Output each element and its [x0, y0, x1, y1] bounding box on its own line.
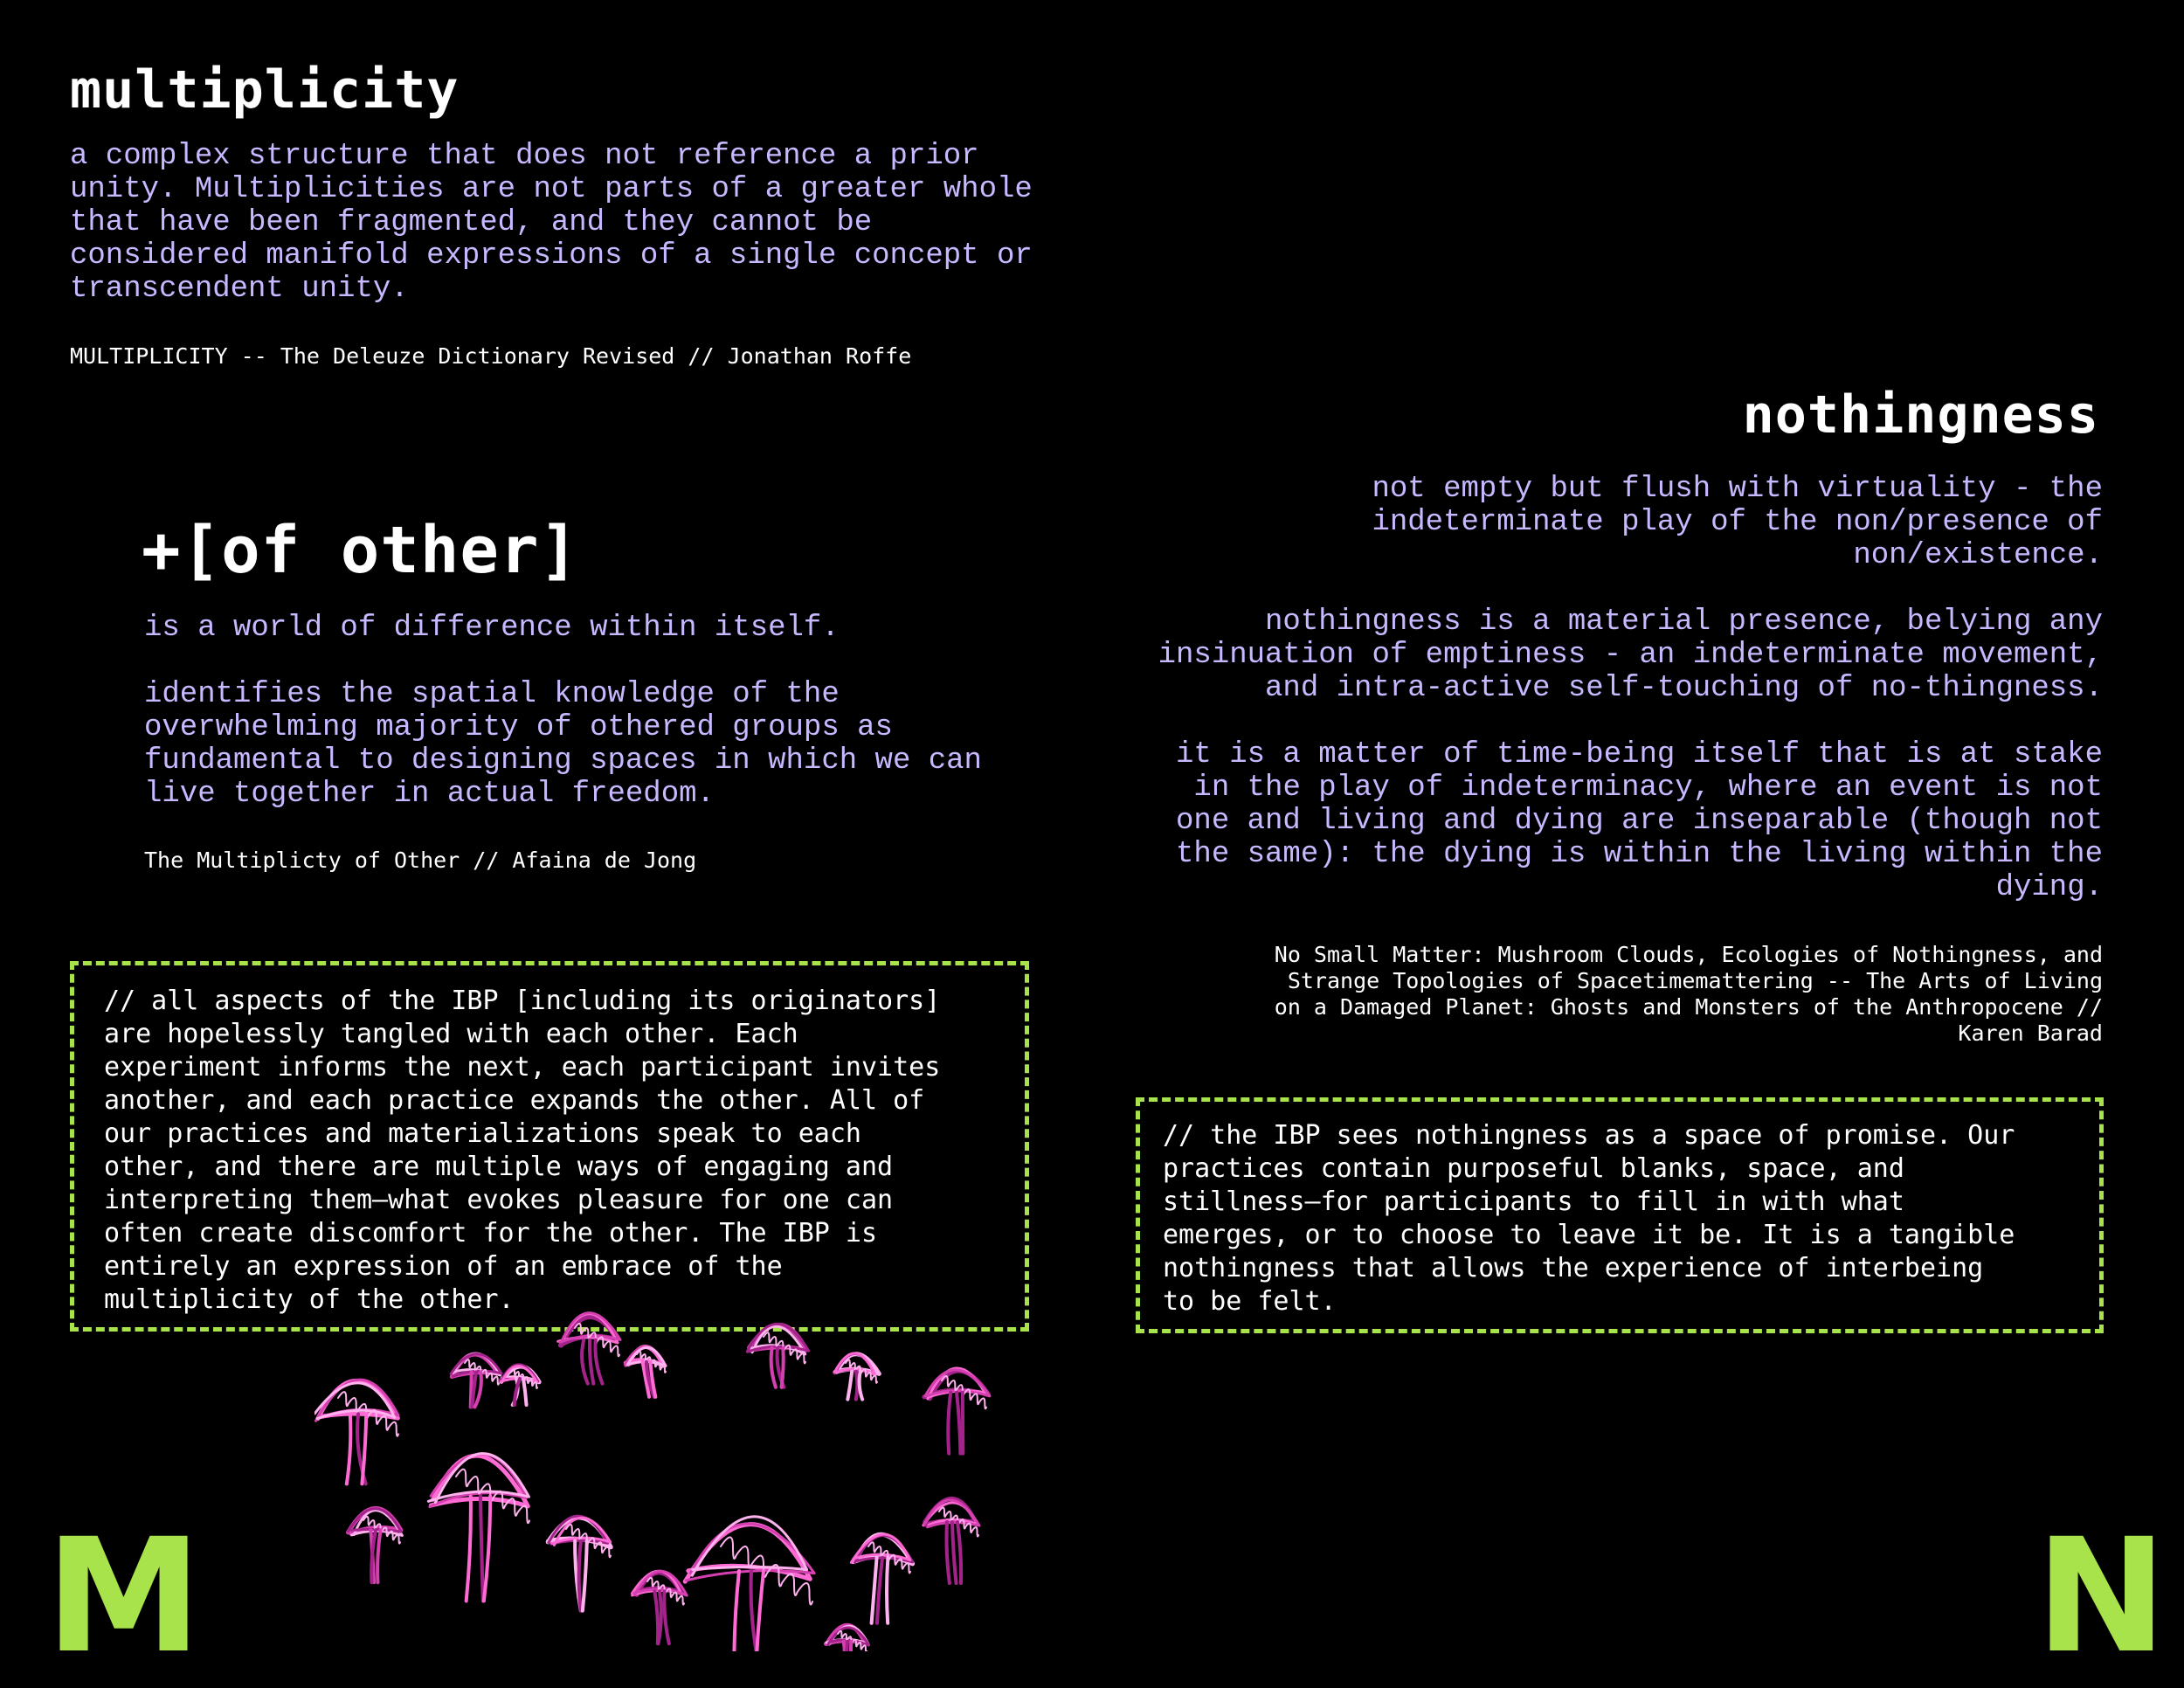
mushroom	[834, 1353, 879, 1400]
mushroom	[685, 1517, 814, 1651]
mushroom	[349, 1508, 403, 1582]
multiplicity-citation: MULTIPLICITY -- The Deleuze Dictionary Revised // Jonathan Roffe	[70, 343, 912, 369]
of-other-paragraph-2: identifies the spatial knowledge of the overwhelming majority of othered groups as fundamental to designing spaces in which we can live together in actual freedom.	[144, 678, 982, 811]
of-other-heading: +[of other]	[142, 513, 580, 588]
nothingness-paragraph-2: nothingness is a material presence, belying any insinuation of emptiness - an indeterminate movement, and intra-active self-touching of no-thingness.	[1158, 605, 2103, 705]
nothingness-callout	[1136, 1097, 2104, 1333]
nothingness-citation: No Small Matter: Mushroom Clouds, Ecologies of Nothingness, and Strange Topologies of Spacetimemattering -- The Arts of Living on a Damaged Planet: Ghosts and Monsters of the Anthropocene // Karen Barad	[1274, 942, 2103, 1046]
mushroom	[826, 1625, 868, 1651]
nothingness-heading: nothingness	[1742, 384, 2099, 446]
mushroom	[314, 1380, 398, 1484]
mushroom	[625, 1347, 666, 1397]
mushroom-drawing	[314, 1302, 1031, 1651]
mushroom	[548, 1516, 611, 1610]
mushroom	[501, 1365, 540, 1405]
nothingness-callout-text: // the IBP sees nothingness as a space of promise. Our practices contain purposeful blanks, space, and stillness—for participants to fill in with what emerges, or to choose to leave it be. It is a tangible nothingness that allows the experience of interbeing to be felt.	[1163, 1120, 2015, 1317]
section-letter-n: N	[2035, 1505, 2167, 1688]
mushroom	[747, 1324, 808, 1387]
mushroom	[923, 1498, 979, 1583]
multiplicity-definition: a complex structure that does not reference a prior unity. Multiplicities are not parts of a greater whole that have been fragmented, and they cannot be considered manifold expressions of a single concept or transcendent unity.	[70, 140, 1033, 306]
mushroom	[558, 1313, 620, 1384]
of-other-paragraph-1: is a world of difference within itself.	[144, 612, 840, 645]
mushroom	[632, 1571, 688, 1643]
nothingness-paragraph-1: not empty but flush with virtuality - the indeterminate play of the non/presence of non/existence.	[1372, 473, 2103, 572]
section-letter-m: M	[45, 1505, 203, 1688]
mushroom	[428, 1454, 529, 1602]
mushroom	[851, 1534, 912, 1623]
of-other-citation: The Multiplicty of Other // Afaina de Jong	[144, 847, 697, 873]
mushroom	[924, 1368, 990, 1454]
multiplicity-callout-text: // all aspects of the IBP [including its originators] are hopelessly tangled with each other. Each experiment informs the next, each participant invites another, and each practice expands the other. All of our practices and materializations speak to each other, and there are multiple ways of engaging and interpreting them—what evokes pleasure for one can often create discomfort for the other. The IBP is entirely an expression of an embrace of the multiplicity of the other.	[104, 986, 941, 1315]
mushroom	[451, 1353, 501, 1407]
nothingness-paragraph-3: it is a matter of time-being itself that is at stake in the play of indeterminacy, where an event is not one and living and dying are inseparable (though not the same): the dying is within the living within the dying.	[1176, 738, 2103, 904]
multiplicity-heading: multiplicity	[70, 59, 460, 121]
multiplicity-callout	[70, 961, 1029, 1332]
